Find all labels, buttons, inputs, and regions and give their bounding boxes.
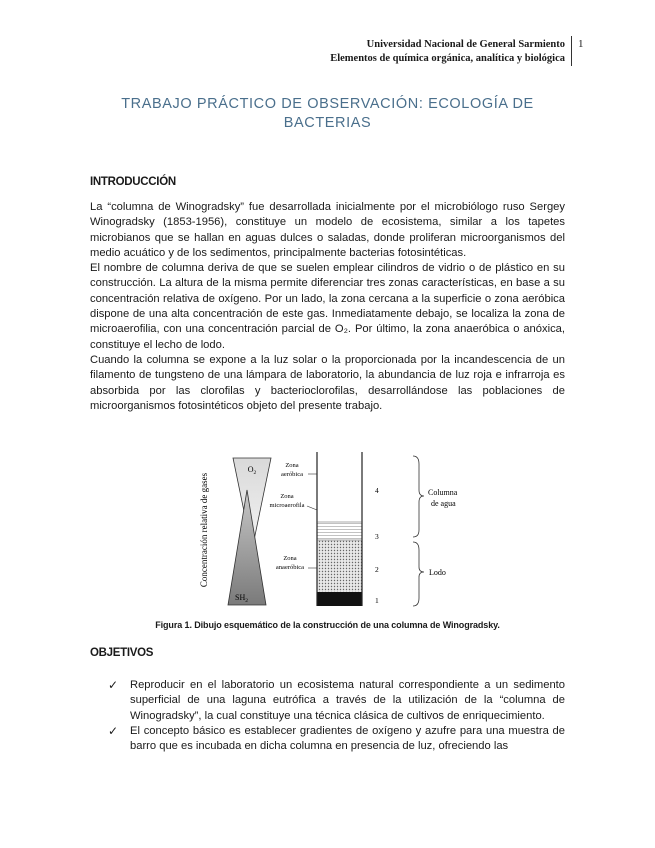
layer-number: 3: [375, 532, 379, 541]
introduction-heading: INTRODUCCIÓN: [90, 176, 176, 188]
y-axis-label: Concentración relativa de gases: [199, 472, 209, 588]
zone-anaerobica-label: Zona anaeróbica: [275, 555, 305, 571]
mud-label: Lodo: [429, 568, 446, 577]
checkmark-icon: ✓: [108, 678, 119, 692]
intro-paragraph: La “columna de Winogradsky” fue desarrollada inicialmente por el microbiólogo ruso Sergey Winogradsky (1853-1956), constituye un modelo de ecosistema, similar a los tapetes microbianos que se hallan en aguas dulces o saladas, donde proliferan microorganismos del medio acuático y de los sedimentos, principalmente bacterias fotosintéticas.: [90, 201, 565, 259]
institution-name: Universidad Nacional de General Sarmiento: [366, 39, 565, 50]
header-divider: [571, 36, 572, 66]
zone-microaerofila-label: Zona microaerofila: [269, 493, 305, 509]
layer-bottom: [317, 592, 362, 606]
objective-item: [108, 678, 565, 724]
intro-paragraph: El nombre de columna deriva de que se suelen emplear cilindros de vidrio o de plástico en su construcción. La altura de la misma permite diferenciar tres zonas características, en base a su concentración relativa de oxígeno. Por un lado, la zona cercana a la superficie o zona aeróbica dispone de una alta concentración de este gas. Inmediatamente debajo, se localiza la zona de microaerofilia, con una concentración parcial de O₂. Por último, la zona anaeróbica o anóxica, constituye el lecho de lodo.: [90, 262, 565, 351]
oxygen-label: $O_2$: [247, 465, 257, 476]
page-number: 1: [578, 38, 584, 50]
layer-microaerobic: [317, 522, 362, 540]
objectives-heading: OBJETIVOS: [90, 647, 154, 659]
objectives-list: [108, 678, 565, 754]
mud-brace: [413, 542, 424, 606]
intro-paragraph: Cuando la columna se expone a la luz solar o la proporcionada por la incandescencia de un filamento de tungsteno de una lámpara de laboratorio, la abundancia de luz roja e infrarroja es absorbida por las clorofilas y bacterioclorofilas, desarrollándose las poblaciones de microorganismos fotosintéticos objeto del presente trabajo.: [90, 353, 565, 412]
objective-item: [108, 724, 565, 755]
winogradsky-column: [317, 452, 362, 606]
objective-text: Reproducir en el laboratorio un ecosistema natural correspondiente a un sedimento superficial de una laguna eutrófica a través de la utilización de la “columna de Winogradsky”, la cual constituye una técnica clásica de cultivos de enriquecimiento.: [130, 679, 565, 722]
objective-text: El concepto básico es establecer gradientes de oxígeno y azufre para una muestra de barro que es incubada en dicha columna en presencia de luz, ofreciendo las: [130, 724, 565, 753]
water-brace: [413, 456, 424, 537]
layer-number: 2: [375, 565, 379, 574]
layer-number: 4: [375, 486, 379, 495]
checkmark-icon: ✓: [108, 723, 119, 738]
layer-number: 1: [375, 596, 379, 605]
winogradsky-diagram: [195, 450, 465, 610]
winogradsky-figure: [195, 450, 465, 610]
course-name: Elementos de química orgánica, analítica y biológica: [330, 53, 565, 64]
introduction-body: [90, 200, 565, 414]
layer-water: [317, 452, 362, 522]
page-header: [330, 38, 565, 66]
document-title: TRABAJO PRÁCTICO DE OBSERVACIÓN: ECOLOGÍA DE BACTERIAS: [121, 96, 534, 131]
figure-caption: Figura 1. Dibujo esquemático de la construcción de una columna de Winogradsky.: [155, 620, 500, 630]
zone-aerobica-label: Zona aeróbica: [280, 462, 304, 478]
sulfide-label: $SH_2$: [235, 593, 248, 604]
water-column-label: Columna de agua: [428, 488, 458, 508]
layer-mud: [317, 540, 362, 592]
